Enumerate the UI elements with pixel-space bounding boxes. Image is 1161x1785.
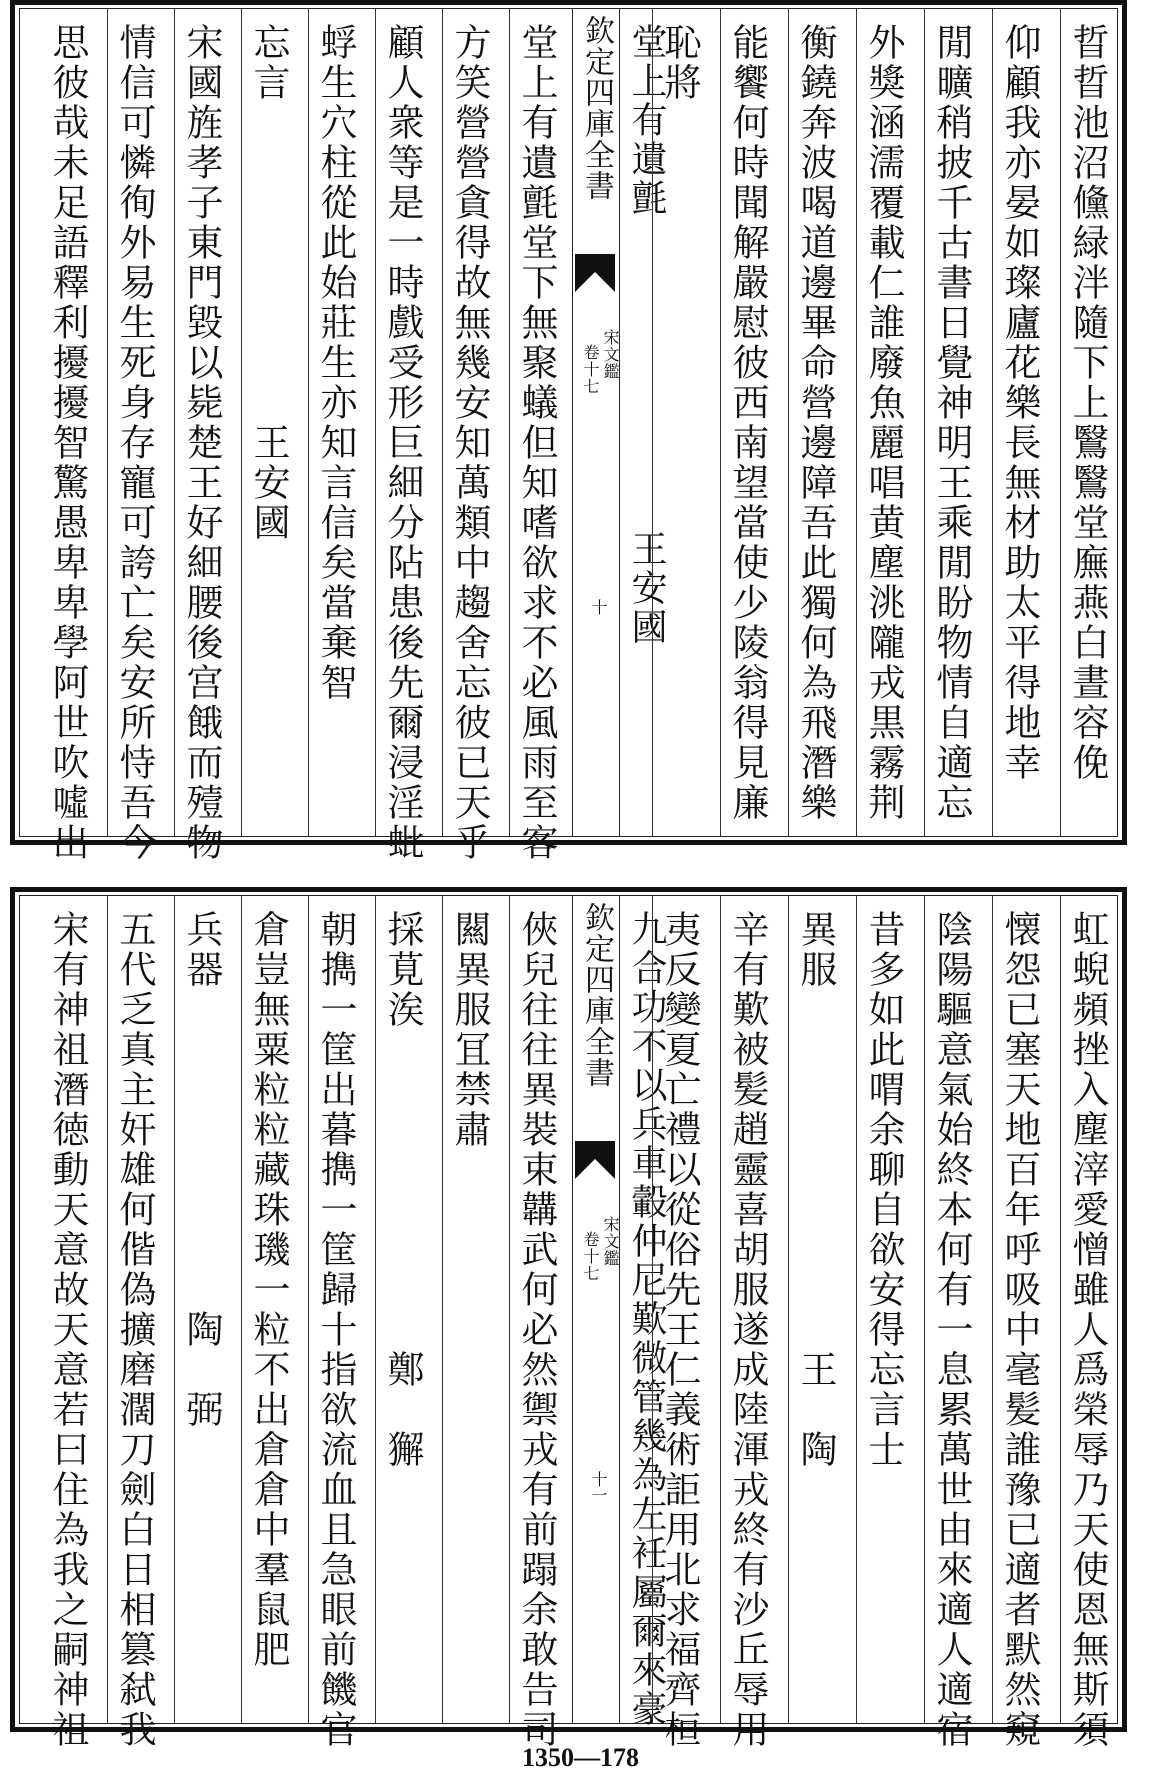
column-rule xyxy=(856,896,857,1723)
text-column: 宋國旌孝子東門毀以毙楚王好細腰後宫餓而殪物 xyxy=(180,23,223,863)
column-rule xyxy=(375,896,376,1723)
column-rule xyxy=(652,896,653,1723)
page-sheet-bottom xyxy=(10,887,1127,1750)
fold-title: 欽定四庫全書 xyxy=(579,15,614,201)
poem-title-column: 忘言 王安國 xyxy=(247,23,290,543)
text-column: 虹蜺頻挫入塵滓愛憎雖人爲榮辱乃天使恩無斯須 xyxy=(1066,910,1109,1750)
column-rule xyxy=(442,9,443,836)
text-column: 閒曠稍披千古書日覺神明王乘閒盼物情自適忘 xyxy=(930,23,973,823)
text-column: 辛有歎被髪趙靈喜胡服遂成陸渾戎終有沙丘辱用 xyxy=(726,910,769,1750)
column-rule xyxy=(720,9,721,836)
text-column: 堂上有遺氈堂下無聚蟻但知嗜欲求不必風雨至客 xyxy=(515,23,558,863)
column-rule xyxy=(509,896,510,1723)
text-column: 昔多如此喟余聊自欲安得忘言士 xyxy=(862,910,905,1470)
column-rule xyxy=(375,9,376,836)
page-sheet-top xyxy=(10,0,1127,863)
page-frame xyxy=(19,895,1118,1750)
fold-title: 欽定四庫全書 xyxy=(579,902,614,1088)
text-column: 俠兒往往異裝束韝武何必然禦戎有前蹋余敢告司 xyxy=(515,910,558,1750)
poem-title-column: 堂上有遺氈 王安國 xyxy=(626,23,667,647)
text-column: 思彼哉未足語釋利擾擾智驚愚卑卑學阿世吹噓出 xyxy=(46,23,89,863)
fold-book-title: 宋文鑑 xyxy=(601,329,620,380)
column-rule xyxy=(1060,896,1061,1723)
column-rule xyxy=(992,9,993,836)
column-rule xyxy=(1060,9,1061,836)
text-column: 方笑營營貪得故無幾安知萬類中趨舍忘彼已天乎 xyxy=(448,23,491,863)
fold-volume: 卷十七 xyxy=(581,1231,600,1282)
page-frame xyxy=(19,8,1118,863)
column-rule xyxy=(652,9,653,836)
fold-book-title: 宋文鑑 xyxy=(601,1216,620,1267)
text-column: 夷反變夏亡禮以從俗先王仁義術詎用北求福齊桓 xyxy=(658,910,701,1750)
fishtail-mark-icon xyxy=(575,254,615,292)
text-column: 陰陽驅意氣始終本何有一息累萬世由來適人適宿 xyxy=(930,910,973,1750)
text-column: 顧人衆等是一時戲受形巨細分阽患後先爾浸淫蚍 xyxy=(381,23,424,863)
fold-volume: 卷十七 xyxy=(581,344,600,395)
fold-margin xyxy=(572,9,620,836)
text-column: 闗異服冝禁肅 xyxy=(448,910,491,1150)
column-rule xyxy=(442,896,443,1723)
text-column: 衡鐃奔波喝道邊畢命營邊障吾此獨何為飛潛樂 xyxy=(794,23,837,823)
column-rule xyxy=(241,9,242,836)
text-column: 外獎涵濡覆載仁誰廢魚麗唱黄塵洮隴戎黒霧荆 xyxy=(862,23,905,823)
column-rule xyxy=(107,896,108,1723)
text-column: 能饗何時聞解嚴慰彼西南望當使少陵翁得見廉 xyxy=(726,23,769,823)
column-rule xyxy=(924,9,925,836)
page-footer-number: 1350—178 xyxy=(522,1743,639,1772)
fishtail-mark-icon xyxy=(575,1141,615,1179)
column-rule xyxy=(107,9,108,836)
text-column: 五代乏真主奸雄何偕偽擴磨濶刀劍白日相篡弑我 xyxy=(113,910,156,1750)
poem-title-column: 異服 王 陶 xyxy=(794,910,837,1470)
column-rule xyxy=(174,9,175,836)
text-column: 倉豈無粟粒粒藏珠璣一粒不出倉倉中羣鼠肥 xyxy=(247,910,290,1670)
column-rule xyxy=(720,896,721,1723)
column-rule xyxy=(788,9,789,836)
text-column: 蜉生穴柱從此始莊生亦知言信矣當棄智 xyxy=(314,23,357,703)
text-column: 仰顧我亦晏如璨廬花樂長無材助太平得地幸 xyxy=(998,23,1041,783)
column-rule xyxy=(308,9,309,836)
text-column: 宋有神祖潛徳動天意故天意若曰住為我之嗣神祖 xyxy=(46,910,89,1750)
column-rule xyxy=(924,896,925,1723)
text-column: 九合功不以兵車轂仲尼歎微管幾為左衽屬爾來豪 xyxy=(626,910,667,1729)
column-rule xyxy=(241,896,242,1723)
fold-margin xyxy=(572,896,620,1723)
column-rule xyxy=(509,9,510,836)
poem-title-column: 採莧涘 鄭 獬 xyxy=(381,910,424,1470)
column-rule xyxy=(788,896,789,1723)
poem-title-column: 兵器 陶 弼 xyxy=(180,910,223,1430)
fold-page-number: 十一 xyxy=(589,1471,608,1503)
fold-page-number: 十 xyxy=(589,599,608,615)
column-rule xyxy=(992,896,993,1723)
text-column: 晢晢池沼儵緑泮隨下上鷖鷖堂廡燕白晝容俛 xyxy=(1066,23,1109,783)
text-column: 朝擕一筐出暮擕一筐歸十指欲流血且急眼前饑官 xyxy=(314,910,357,1750)
text-column: 情信可憐徇外易生死身存寵可誇亡矣安所恃吾今 xyxy=(113,23,156,863)
text-column: 懐怨已塞天地百年呼吸中毫髪誰豫已適者默然窺 xyxy=(998,910,1041,1750)
column-rule xyxy=(856,9,857,836)
text-column: 恥將 xyxy=(658,23,701,103)
column-rule xyxy=(308,896,309,1723)
column-rule xyxy=(174,896,175,1723)
